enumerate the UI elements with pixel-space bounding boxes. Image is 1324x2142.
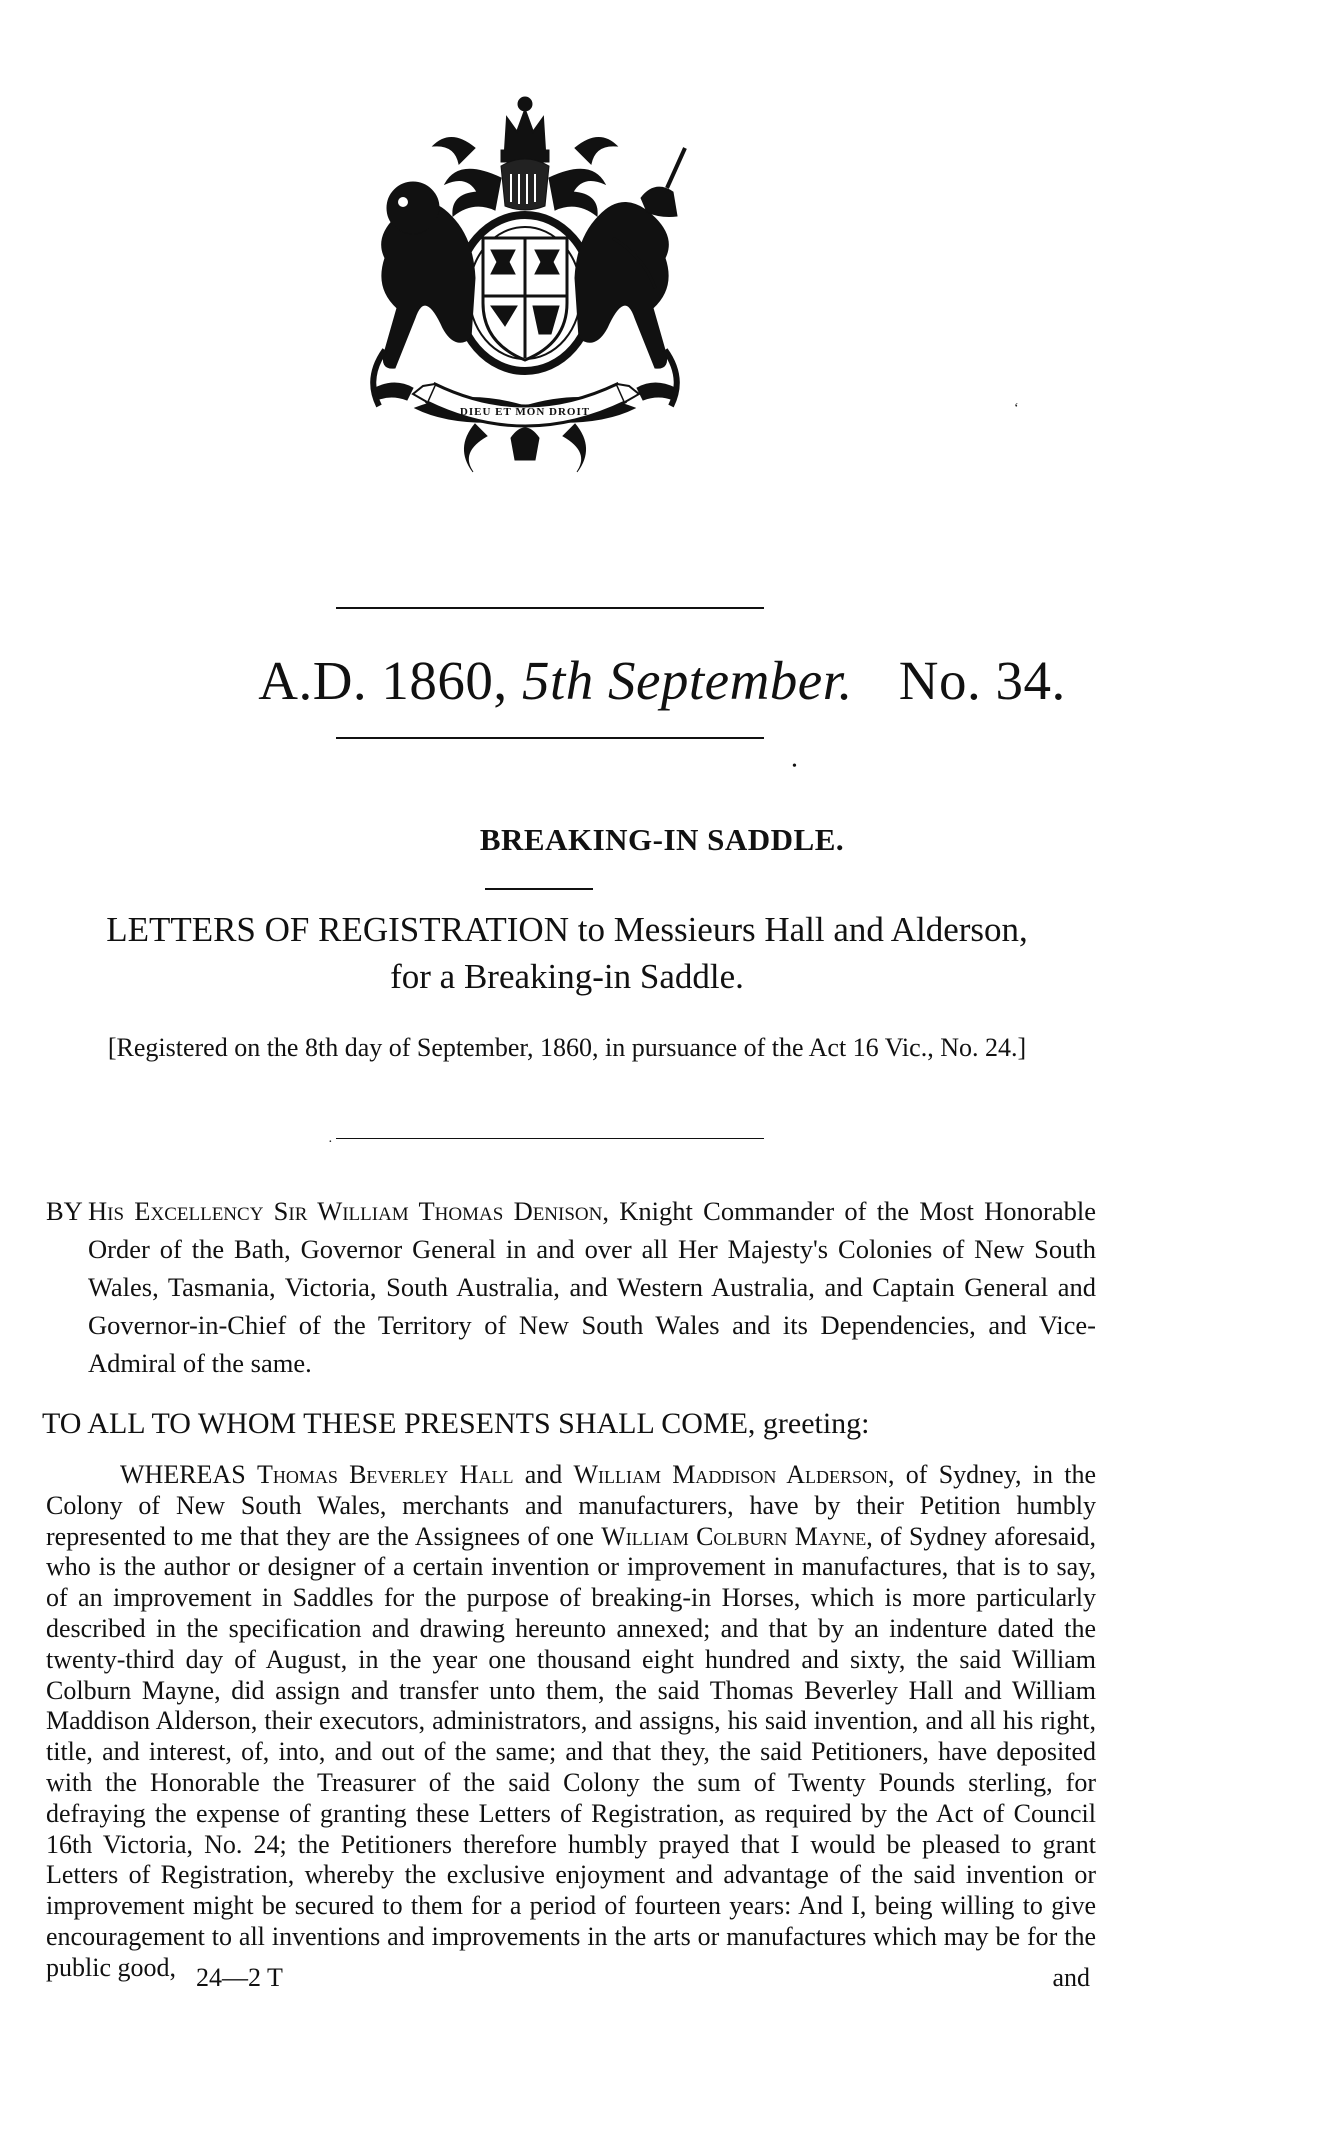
whereas-word: WHEREAS xyxy=(120,1460,246,1489)
greeting-line: TO ALL TO WHOM THESE PRESENTS SHALL COME, greeting: xyxy=(42,1407,870,1440)
letters-of-registration xyxy=(42,906,1092,1000)
governor-preamble xyxy=(46,1192,1096,1382)
heading-year: A.D. 1860, xyxy=(258,650,508,711)
signature-mark: 24—2 T xyxy=(196,1963,283,1992)
header-bottom-rule xyxy=(336,737,764,739)
document-date-heading xyxy=(0,646,1324,716)
letters-line-2: for a Breaking-in Saddle. xyxy=(390,957,744,996)
document-title: BREAKING-IN SADDLE. xyxy=(479,822,845,857)
letters-line-1: LETTERS OF REGISTRATION to Messieurs Hall and Alderson, xyxy=(106,910,1028,949)
by-word: BY xyxy=(46,1196,83,1226)
heading-number: No. 34. xyxy=(898,650,1066,711)
inventor-mayne: William Colburn Mayne, xyxy=(601,1521,873,1551)
section-rule xyxy=(336,1138,764,1139)
stray-dot: • xyxy=(792,759,797,774)
registration-note: [Registered on the 8th day of September, 1860, in pursuance of the Act 16 Vic., No. 24.] xyxy=(107,1033,1027,1062)
crest-motto: DIEU ET MON DROIT xyxy=(459,406,591,418)
petitioner-hall: Thomas Beverley Hall xyxy=(256,1460,514,1489)
invention-text: of Sydney aforesaid, who is the author or designer of a certain invention or improvement in manufactures, that is to say, of an improvement in Saddles for the purpose of breaking-in Horses, which is more particularly described in the specification and drawing hereunto annexed; and that by an indenture dated the twenty-third day of August, in the year one thousand eight hundred and sixty, the said William Colburn Mayne, did assign and transfer unto them, the said Thomas Beverley Hall and William Maddison Alderson, their executors, administrators, and assigns, his said invention, and all his right, title, and interest, of, into, and out of the same; and that they, the said Petitioners, have deposited with the Honorable the Treasurer of the said Colony the sum of Twenty Pounds sterling, for defraying the expense of granting these Letters of Registration, as required by the Act of Council 16th Victoria, No. 24; the Petitioners therefore humbly prayed that I would be pleased to grant Letters of Registration, whereby the exclusive enjoyment and advantage of the said invention or improvement might be secured to them for a period of fourteen years: And I, being willing to give encouragement to all inventions and improvements in the arts or manufactures which may be for the public good, xyxy=(46,1521,1097,1982)
title-rule xyxy=(485,888,593,890)
heading-date: 5th September. xyxy=(521,650,853,711)
royal-coat-of-arms-icon xyxy=(355,88,695,498)
stray-dot-2: · xyxy=(328,1135,333,1150)
whereas-paragraph xyxy=(46,1460,1096,1984)
petition-text: of Sydney, in the Colony of New South Wales, merchants and manufacturers, have by their Petition humbly represented to me that they are the Assignees of one xyxy=(46,1460,1097,1551)
governor-name: His Excellency Sir William Thomas Denison, xyxy=(88,1196,609,1226)
stray-mark: ‘ xyxy=(1014,401,1019,416)
conjunction-and: and xyxy=(524,1460,563,1489)
header-top-rule xyxy=(336,607,764,609)
petitioner-alderson: William Maddison Alderson, xyxy=(573,1460,895,1489)
governor-titles: Knight Commander of the Most Honorable Order of the Bath, Governor General in and over all Her Majesty's Colonies of New South Wales, Tasmania, Victoria, South Australia, and Western Australia, and Captain General and Governor-in-Chief of the Territory of New South Wales and its Dependencies, and Vice-Admiral of the same. xyxy=(88,1196,1096,1378)
catchword: and xyxy=(1052,1963,1090,1992)
